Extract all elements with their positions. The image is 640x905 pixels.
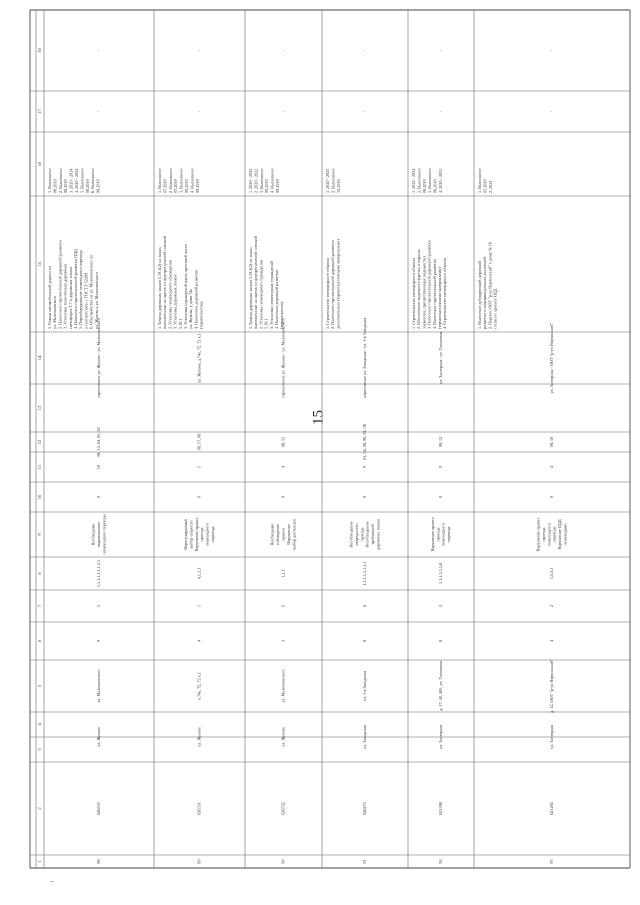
table-cell-c16: 4. Выполнено: [189, 168, 195, 193]
scan-mark: [50, 881, 54, 882]
table-cell-c15: 1. Режим автомобильной дороги по: [46, 265, 52, 329]
table-cell-c15: дополнительно (термопластичными материалами): [335, 239, 341, 329]
table-cell-c16: 1. Выполнено: [156, 168, 162, 193]
table-cell-section: д. 17, 40, 40б, ул. Тополевая: [437, 661, 443, 711]
table-cell-c15: 1. Замена дорожных знаков 5.19.1(2) на знаки,: [156, 246, 162, 329]
table-cell-c15: 4. Нанесение дорожной разметки: [273, 269, 279, 329]
table-cell-c18: -: [437, 49, 443, 52]
table-cell-c11: 9: [437, 465, 443, 469]
table-cell-c16: 05.2019: [482, 179, 488, 193]
table-cell-c15: 1. Строительство светофорного объекта: [324, 257, 330, 329]
table-cell-section: ул. 1-я Заводская: [361, 670, 367, 702]
table-cell-c7: 2: [548, 604, 554, 608]
table-cell-c16: 2. Выполнено: [167, 168, 173, 193]
table-cell-c12: 08, 17, 08: [196, 433, 202, 451]
table-header: [37, 48, 42, 863]
table-cell-c15: 1. Нанесение дублирующей дорожной: [476, 260, 482, 329]
table-cell-c11: 4: [280, 465, 286, 469]
table-cell-c11: 5: [196, 465, 202, 469]
column-number: 10: [37, 494, 43, 500]
table-cell-c15: 2. Перенос ООТ "р-ул Нерчинский" к дому № 16: [487, 241, 493, 329]
table-cell-c15: разметки и информационных указателей: [482, 256, 488, 329]
table-cell-c15: светофоров Т.7 и дорожных знаков: [67, 266, 73, 329]
table-cell-c15: 2. Установка пешеходного ограждения: [167, 260, 173, 329]
table-cell-code: 626533: [95, 802, 101, 815]
table-cell-c16: 2. 2020 - 2022: [253, 168, 259, 193]
table-cell-c16: 07.2019: [173, 179, 179, 193]
table-cell-c9: очередности: [353, 523, 359, 546]
table-cell-c15: ул. Жукова, у дома 74а: [188, 288, 194, 329]
table-cell-c15: 1. Строительство светофорного объекта: [410, 257, 416, 329]
table-cell-c15: 2. Установка пешеходного ограждения: [258, 260, 264, 329]
table-cell-c9: выбор скорости: [188, 520, 194, 549]
table-cell-c15: ул. Жукова к ул. Маленковского: [93, 272, 99, 329]
table-cell-code: 621494: [548, 802, 554, 815]
table-cell-street: ул. Заводская: [361, 725, 367, 749]
table-cell-c15: 3. Установка технических дорожных: [62, 263, 68, 329]
table-cell-c11: 9: [361, 465, 367, 469]
table-cell-c14: пересечение ул. Жукова - ул. Маленковского: [95, 318, 101, 398]
table-cell-c16: 1. Выполнено: [46, 168, 52, 193]
table-cell-c9: Нарушение правил: [193, 517, 199, 552]
table-cell-c6: 9: [95, 639, 101, 643]
table-cell-c9: пешеходами: [562, 523, 568, 546]
table-cell-c15: ул. Маленковского: [52, 295, 58, 329]
table-cell-c16: 3. Выполнено: [427, 168, 433, 193]
table-cell-c17: -: [361, 110, 367, 113]
column-number: 18: [37, 48, 43, 53]
table-cell-c16: 4. 2020 - 2021: [437, 168, 443, 193]
table-cell-c15: согласно проекту ОДД: [492, 288, 498, 329]
table-cell-c15: (термопластик): [279, 301, 285, 329]
table-cell-c12: 08, 12: [437, 436, 443, 448]
table-cell-c18: -: [361, 49, 367, 52]
table-cell-c6: 4: [548, 639, 554, 643]
table-cell-c15: 4. Нанесение горизонтальной разметки ПДД: [72, 249, 78, 329]
table-cell-c9: пешеходного: [440, 522, 446, 547]
table-cell-c11: 4: [548, 465, 554, 469]
table-cell-c16: 1. Выполнено: [476, 168, 482, 193]
table-cell-section: к.74а, 72, 72 к.1: [196, 672, 202, 700]
table-cell-c18: -: [548, 49, 554, 52]
table-cell-c9: Нарушение правил: [429, 517, 435, 552]
table-cell-c14: пересечение ул. Жукова - ул. Маленковского: [280, 318, 286, 398]
table-cell-c14: ул. Заозерная - ООТ "р-ул Нерчинский": [548, 322, 554, 394]
table-cell-c15: 3. Установка пешеходных ограждений: [268, 260, 274, 329]
table-cell-c16: 2. Выполнено: [416, 168, 422, 193]
table-cell-c9: пешеходного: [546, 522, 552, 547]
table-cell-c10: 0: [196, 495, 202, 499]
column-number: 17: [37, 109, 43, 114]
table-cell-c9: Необходимо: [269, 523, 275, 546]
table-cell-c10: 0: [437, 495, 443, 499]
table-cell-c9: Нарушение ПДД: [557, 519, 563, 550]
table-cell-c8: 4,1,1,3: [196, 567, 202, 580]
table-cell-c16: 5. Выполнено: [79, 168, 85, 193]
column-number: 7: [37, 604, 43, 608]
table-cell-c17: -: [437, 110, 443, 113]
table-cell-c9: Нарушение правил: [535, 517, 541, 552]
table-cell-c15: 4. Нанесение горизонтальной разметки: [431, 259, 437, 329]
table-cell-c9: перехода: [551, 526, 557, 543]
table-cell-num: 91: [361, 859, 367, 864]
table-cell-c8: 1,1,1,1,1,1,1,1: [361, 561, 367, 586]
table-cell-c9: перехода: [446, 526, 452, 543]
table-cell-c12: 08, 15: [280, 436, 286, 448]
table-cell-num: 89: [196, 859, 202, 864]
table-cell-c6: 8: [361, 639, 367, 643]
table-cell-c15: 1. Замена дорожных знаков 5.19.1(2) на знаки,: [247, 246, 253, 329]
table-cell-c15: 4. Строительство светофорного объекта: [442, 257, 448, 329]
table-cell-section: ул. Маленковского: [95, 669, 101, 703]
table-cell-c15: в соответствии с ГОСТ Р 52289: [83, 272, 89, 329]
table-cell-c7: 2: [437, 604, 443, 608]
table-cell-c16: 6. Выполнено: [90, 168, 96, 193]
table-cell-num: 88: [95, 859, 101, 864]
table-cell-c8: 5,5,5,5: [548, 567, 554, 580]
table-cell-c9: проезда: [435, 527, 441, 542]
table-cell-code: 626531: [196, 802, 202, 815]
table-cell-c15: (термопластик): [198, 301, 204, 329]
column-number: 12: [37, 439, 43, 445]
column-number: 6: [37, 639, 43, 643]
table-cell-c9: проезда: [359, 527, 365, 542]
table-cell-c12: 08, 18: [548, 436, 554, 448]
table-cell-c16: 3. 2020 - 2024: [68, 168, 74, 193]
column-number: 13: [37, 405, 43, 411]
table-cell-c15: выполненные на щитах со флуоресцентной пленкой: [253, 235, 259, 329]
table-cell-c9: соблюдение: [275, 523, 281, 546]
table-cell-c18: -: [280, 49, 286, 52]
table-body: [47, 49, 568, 863]
table-cell-c15: 2. Нанесение горизонтальной дорожной разметки: [57, 240, 63, 329]
table-cell-c17: -: [95, 110, 101, 113]
column-number: 15: [37, 261, 43, 267]
table-cell-c15: 6. Обустройство на ул. Маленковского по: [88, 254, 94, 329]
table-cell-c15: 2. Нанесение горизонтальной дорожной разметки: [330, 240, 336, 329]
table-grid: [30, 10, 630, 868]
table-cell-c7: 5: [95, 604, 101, 608]
table-cell-c9: выравнивание: [95, 521, 101, 548]
table-cell-c9: Несоблюдение: [364, 521, 370, 548]
table-cell-c9: проезда: [199, 527, 205, 542]
table-cell-street: ул. Жукова: [196, 727, 202, 747]
table-cell-c16: 08.2019: [95, 179, 101, 193]
table-cell-code: 621598: [437, 802, 443, 815]
table-cell-c16: 3. Выполнено: [258, 168, 264, 193]
table-cell-c16: 09.2019: [183, 179, 189, 193]
column-number: 5: [37, 684, 43, 688]
table-cell-num: 90: [280, 859, 286, 864]
table-cell-street: ул. Жукова: [95, 727, 101, 747]
table-cell-c15: 4. Нанесение дорожной разметки: [193, 269, 199, 329]
table-cell-c15: (термопластичными материалами): [436, 267, 442, 329]
table-cell-c17: -: [548, 110, 554, 113]
table-cell-c15: элементов, препятствующих видимости): [421, 256, 427, 329]
table-cell-c16: 08.2019: [421, 179, 427, 193]
table-cell-c9: требований: [370, 524, 376, 545]
table-cell-c15: 5. Переоборудование пешеходного перехода: [78, 250, 84, 329]
table-cell-c14: пересечение ул. Заводская - ул. 1-я Заводская: [361, 317, 367, 399]
table-cell-c16: 1. 2022 - 2024: [410, 168, 416, 193]
table-cell-num: 93: [548, 859, 554, 864]
table-cell-c9: Нарушение: [285, 524, 291, 545]
table-cell-c16: 4. 2020 - 2024: [73, 168, 79, 193]
table-cell-c6: 4: [196, 639, 202, 643]
table-cell-c16: 08.2019: [84, 179, 90, 193]
table-cell-c16: 09.2019: [274, 179, 280, 193]
table-cell-c9: пешеходного: [204, 522, 210, 547]
table-cell-c18: -: [95, 49, 101, 52]
table-cell-c16: 08.2019: [52, 179, 58, 193]
table-cell-c10: 0: [361, 495, 367, 499]
table-cell-c10: 0: [280, 495, 286, 499]
table-cell-c7: 6: [361, 604, 367, 608]
table-cell-street: ул. Жукова: [280, 727, 286, 747]
table-cell-c9: выбор дистанции: [291, 518, 297, 551]
column-number: 16: [37, 161, 43, 167]
table-cell-c9: Нерегулируемый: [182, 519, 188, 550]
column-number: 4: [37, 723, 43, 726]
column-number: 11: [37, 464, 43, 470]
table-cell-c7: 1: [196, 604, 202, 608]
table-cell-c16: 2. Выполнено: [57, 168, 63, 193]
table-cell-c9: пешеходного перехода: [101, 514, 107, 555]
table-cell-c6: 3: [280, 639, 286, 643]
table-cell-code: 626275: [361, 802, 367, 815]
table-cell-c16: 09.2019: [264, 179, 270, 193]
table-cell-c15: выполненные на щитах со флуоресцентной пленкой: [162, 235, 168, 329]
table-cell-c16: 10.2019: [335, 179, 341, 193]
table-cell-c16: 07.2019: [162, 179, 168, 193]
table-cell-c11: 10: [95, 464, 101, 470]
table-cell-c9: дорожных знаков: [375, 518, 381, 551]
table-cell-c15: 5.19.1: [177, 318, 183, 329]
column-number: 3: [37, 748, 43, 751]
table-cell-street: ул. Заозерная: [548, 725, 554, 749]
table-cell-c9: Несоблюдение: [348, 521, 354, 548]
table-cell-c8: 1,1,1: [280, 569, 286, 578]
table-cell-c9: правил: [280, 528, 286, 541]
column-number: 1: [37, 860, 43, 863]
table-cell-c16: 1. 2020 - 2023: [324, 168, 330, 193]
table-cell-c16: 09.2019: [194, 179, 200, 193]
table-cell-c16: 1. 2020 - 2022: [247, 168, 253, 193]
page-number: 15: [310, 410, 327, 425]
table-cell-code: 626532: [280, 802, 286, 815]
table-cell-c16: 08.2019: [432, 179, 438, 193]
table-cell-c16: 08.2019: [63, 179, 69, 193]
table-cell-c14: ул. Заозерная - ул. Тополевая: [437, 332, 443, 384]
table-cell-c10: 0: [548, 495, 554, 499]
table-cell-c17: -: [280, 110, 286, 113]
table-cell-c8: 1,1,1,1,1,1,1,5,1: [95, 559, 101, 588]
table-cell-c15: 3. Установка дорожных знаков: [172, 274, 178, 329]
table-cell-c8: 1,1,1,5,5,5,8: [437, 563, 443, 584]
table-cell-c15: 2. Обеспечение видимости (срезка и окраска: [416, 249, 422, 329]
table-cell-section: ул. Маленковского: [280, 669, 286, 703]
table-cell-c15: 3. Нанесение горизонтальной дорожной разметки: [426, 240, 432, 329]
table-cell-c18: -: [196, 49, 202, 52]
table-cell-c12: 08, 13, 04, 05, 18: [95, 427, 101, 457]
column-number: 2: [37, 807, 43, 810]
table-cell-c17: -: [196, 110, 202, 113]
table-cell-c16: 2. 2021: [487, 180, 493, 193]
column-number: 8: [37, 572, 43, 575]
table-cell-c10: 0: [95, 495, 101, 499]
table-cell-c12: 01, 04, 08, 06, 03, 08: [361, 424, 367, 460]
table-cell-c15: 3. Установка ограждений вдоль проезжей части: [182, 244, 188, 329]
table-cell-c16: 2. Выполнено: [330, 168, 336, 193]
table-cell-c16: 3. Выполнено: [178, 168, 184, 193]
table-cell-c9: проезда: [540, 527, 546, 542]
table-cell-c9: перехода: [209, 526, 215, 543]
table-cell-c6: 8: [437, 639, 443, 643]
table-cell-c14: ул. Жукова, д.74а, 72, 72 к.1: [196, 333, 202, 383]
table-cell-c9: Необходимо: [90, 523, 96, 546]
table-cell-section: д. 12, ООТ "р-ул Нерчинский": [548, 659, 554, 713]
column-number: 9: [37, 533, 43, 536]
column-number: 14: [37, 355, 43, 361]
table-cell-c7: 2: [280, 604, 286, 608]
table-cell-street: ул. Заозерная: [437, 725, 443, 749]
table-cell-c15: 5.19.1: [263, 318, 269, 329]
table-cell-num: 92: [437, 859, 443, 864]
table-cell-c16: 4. Выполнено: [269, 168, 275, 193]
